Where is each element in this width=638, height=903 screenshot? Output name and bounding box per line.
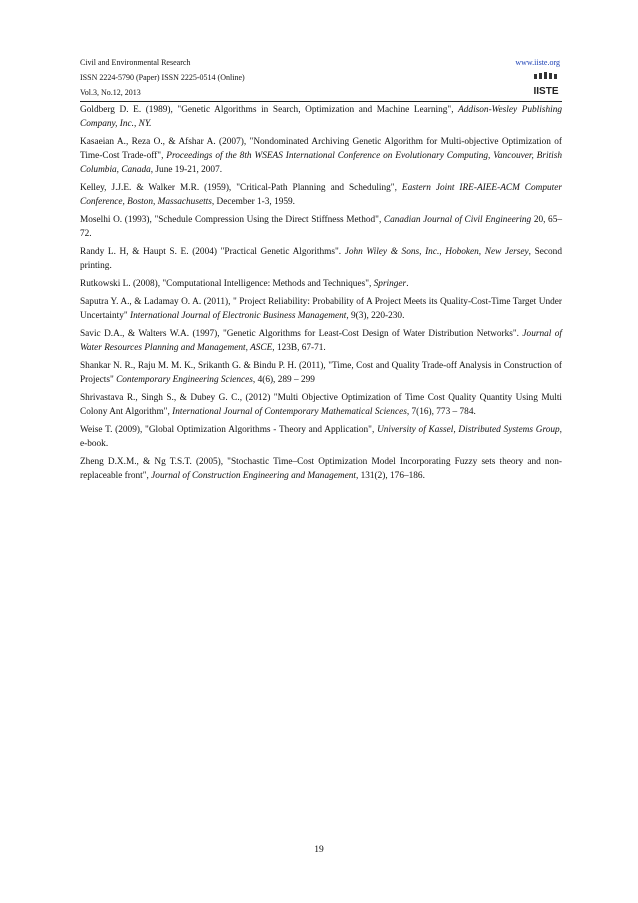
reference-text: Randy L. H, & Haupt S. E. (2004) "Practical Genetic Algorithms". [80,247,345,257]
reference-entry [80,359,562,387]
reference-text: Kasaeian A., Reza O., & Afshar A. (2007), "Nondominated Archiving Genetic Algorithm for Multi-objective Optimization of Time-Cost Trade-off", [80,137,562,161]
reference-entry [80,423,562,451]
reference-list [80,103,562,487]
reference-source: Contemporary Engineering Sciences [116,375,253,385]
logo-text: IISTE [533,86,559,97]
reference-entry [80,213,562,241]
reference-source: John Wiley & Sons, Inc., Hoboken, New Jersey [344,247,529,257]
reference-text: , e-book. [80,425,562,449]
reference-entry [80,135,562,177]
page-number: 19 [314,845,324,855]
reference-text: Saputra Y. A., & Ladamay O. A. (2011), " Project Reliability: Probability of A Project Meets its Quality-Cost-Time Target Under Uncertainty" [80,297,562,321]
reference-source: Journal of Construction Engineering and Management [151,471,356,481]
reference-text: , June 19-21, 2007. [150,165,223,175]
reference-source: Journal of Water Resources Planning and Management, ASCE [80,329,562,353]
website-link[interactable]: www.iiste.org [515,58,560,67]
reference-source: International Journal of Contemporary Mathematical Sciences [172,407,407,417]
journal-title: Civil and Environmental Research [80,58,191,67]
reference-text: , December 1-3, 1959. [211,197,295,207]
reference-source: Eastern Joint IRE-AIEE-ACM Computer Conference, Boston, Massachusetts [80,183,562,207]
reference-text: , Second printing. [80,247,562,271]
reference-text: , 4(6), 289 – 299 [252,375,315,385]
reference-entry [80,327,562,355]
reference-source: Canadian Journal of Civil Engineering [383,215,532,225]
reference-text: , 9(3), 220-230. [346,311,405,321]
reference-text: Zheng D.X.M., & Ng T.S.T. (2005), "Stochastic Time–Cost Optimization Model Incorporating Fuzzy sets theory and non-replaceable front", [80,457,562,481]
reference-entry [80,245,562,273]
reference-entry [80,391,562,419]
reference-source: International Journal of Electronic Business Management [130,311,347,321]
reference-text: , 7(16), 773 – 784. [406,407,476,417]
reference-entry [80,455,562,483]
reference-entry [80,295,562,323]
reference-text: Moselhi O. (1993), "Schedule Compression Using the Direct Stiffness Method", [80,215,384,225]
reference-text: Kelley, J.J.E. & Walker M.R. (1959), "Critical-Path Planning and Scheduling", [80,183,402,193]
reference-text: Shrivastava R., Singh S., & Dubey G. C., (2012) "Multi Objective Optimization of Time Cost Quality Quantity Using Multi Colony Ant Algorithm", [80,393,562,417]
reference-entry [80,277,562,291]
reference-text: Weise T. (2009), "Global Optimization Algorithms - Theory and Application", [80,425,378,435]
reference-text: Goldberg D. E. (1989), "Genetic Algorithms in Search, Optimization and Machine Learning", [80,105,459,115]
iiste-logo-icon [531,72,561,100]
reference-text: Shankar N. R., Raju M. M. K., Srikanth G. & Bindu P. H. (2011), "Time, Cost and Quality Trade-off Analysis in Construction of Projects" [80,361,562,385]
journal-volume: Vol.3, No.12, 2013 [80,88,141,97]
reference-text: , 123B, 67-71. [272,343,326,353]
journal-header [80,55,380,100]
reference-text: , 131(2), 176–186. [355,471,425,481]
reference-entry [80,103,562,131]
reference-source: University of Kassel, Distributed Systems Group [377,425,560,435]
reference-text: Rutkowski L. (2008), "Computational Intelligence: Methods and Techniques", [80,279,374,289]
reference-entry [80,181,562,209]
reference-source: Springer [373,279,407,289]
reference-source: Addison-Wesley Publishing Company, Inc., NY. [80,105,562,129]
reference-text: . [406,279,409,289]
header-rule [80,101,562,102]
reference-text: Savic D.A., & Walters W.A. (1997), "Genetic Algorithms for Least-Cost Design of Water Distribution Networks". [80,329,523,339]
reference-text: 20, 65–72. [80,215,562,239]
journal-issn: ISSN 2224-5790 (Paper) ISSN 2225-0514 (Online) [80,73,245,82]
reference-source: Proceedings of the 8th WSEAS International Conference on Evolutionary Computing, Vancouver, British Columbia, Canada [80,151,562,175]
